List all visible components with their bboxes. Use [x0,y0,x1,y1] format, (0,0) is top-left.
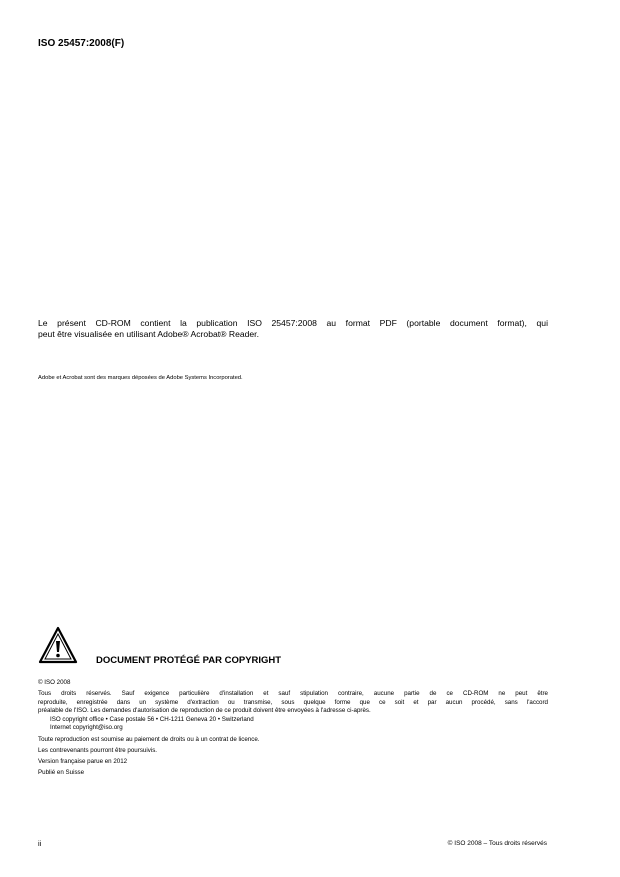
reproduction-line: Toute reproduction est soumise au paiement de droits ou à un contrat de licence. [38,735,260,743]
offenders-line: Les contrevenants pourront être poursuivis. [38,746,158,754]
version-line: Version française parue en 2012 [38,757,128,765]
rights-line-1: Tous droits réservés. Sauf exigence particulière d'installation et sauf stipulation contraire, aucune partie de ce CD-ROM ne peut être [38,690,548,698]
published-line: Publié en Suisse [38,768,85,776]
page-number: ii [38,839,42,848]
footer-rights: © ISO 2008 – Tous droits réservés [447,840,547,847]
document-id: ISO 25457:2008(F) [38,38,125,49]
cdrom-notice-line-2: peut être visualisée en utilisant Adobe® Acrobat® Reader. [38,329,259,339]
copyright-block [38,679,548,777]
rights-line-2: reproduite, enregistrée dans un système d'extraction ou transmise, sous quelque forme que ce soit et par aucun procédé, sans l'accord [38,698,548,706]
internet-line: Internet copyright@iso.org [50,724,123,732]
cdrom-notice-line-1: Le présent CD-ROM contient la publication ISO 25457:2008 au format PDF (portable document format), qui [38,318,548,328]
cdrom-notice [38,318,548,340]
copyright-year: © ISO 2008 [38,679,71,686]
rights-line-3: préalable de l'ISO. Les demandes d'autorisation de reproduction de ce produit doivent être envoyées à l'adresse ci-après. [38,707,371,715]
trademark-note: Adobe et Acrobat sont des marques déposées de Adobe Systems Incorporated. [38,375,243,381]
address-line: ISO copyright office • Case postale 56 • CH-1211 Geneva 20 • Switzerland [50,715,254,723]
warning-triangle-icon [38,626,78,664]
copyright-title: DOCUMENT PROTÉGÉ PAR COPYRIGHT [96,655,282,666]
